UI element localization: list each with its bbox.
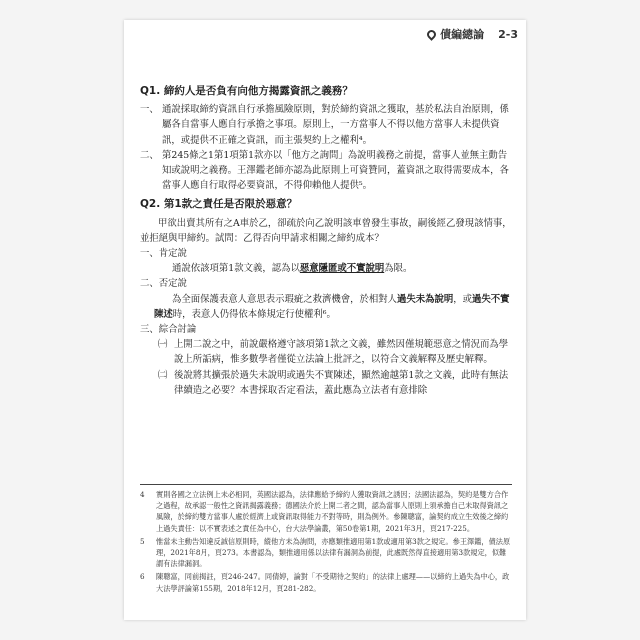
negative-heading: 二、否定說: [140, 278, 187, 290]
location-pin-icon: [425, 28, 438, 41]
page-number: 2-3: [498, 27, 518, 41]
q1-item-1: 一、 通說採取締約資訊自行承擔風險原則，對於締約資訊之獲取，基於私法自治原則，係屬各自當事人應自行承擔之事項。原則上，一方當事人不得以他方當事人未提供資訊，或提供不正確之資訊，而主張契約上之權利⁴。: [140, 104, 509, 146]
q1-item-2: 二、 第245條之1第1項第1款亦以「他方之詢問」為說明義務之前提，當事人並無主動告知或說明之義務。王澤鑑老師亦認為此原則上可資贊同，蓋資訊之取得需要成本，各當事人應自行取得必要資訊，不得仰賴他人提供⁵。: [140, 149, 509, 192]
footnote-6: 6 陳聰富，同前揭註，頁246-247。同倩婷，論對「不受期待之契約」的法律上處理——以締約上過失為中心，政大法學評論第155期，2018年12月，頁281-282。: [140, 572, 510, 593]
book-page: [124, 20, 526, 620]
footnote-4: 4 實則各國之立法例上未必相同，英國法認為，法律應給予締約人獲取資訊之誘因；法國法認為，契約是雙方合作之過程，故承認一般性之資訊揭露義務；德國法介於上開二者之間，認為當事人原則上須承擔自己未取得資訊之風險，於締約雙方當事人處於經濟上或資訊取得能力不對等時，則為例外。參陳聰富，論契約成立生效後之締約上過失責任：以不實表述之責任為中心，台大法學論叢，第50卷第1期，2021年3月，頁217-225。: [140, 490, 509, 533]
affirmative-text: 通說依該項第1款文義，認為以惡意隱匿或不實說明為限。: [172, 263, 413, 275]
discussion-item-1: ㈠ 上開二說之中，前說嚴格遵守該項第1款之文義，雖然因僅規範惡意之情況而為學說上所詬病，惟多數學者僅從立法論上批評之，以符合文義解釋及歷史解釋。: [158, 339, 509, 366]
question-1-title: Q1. 締約人是否負有向他方揭露資訊之義務？: [140, 85, 353, 97]
question-2-title: Q2. 第1款之責任是否限於惡意？: [140, 198, 298, 211]
main-content: [140, 80, 512, 398]
discussion-item-2: ㈡ 後說將其擴張於過失未說明或過失不實陳述，顯然逾越第1款之文義，此時有無法律續造之必要？本書採取否定看法，蓋此應為立法者有意排除: [158, 369, 509, 396]
affirmative-heading: 一、肯定說: [140, 248, 187, 260]
footnotes: [140, 484, 512, 596]
discussion-heading: 三、綜合討論: [140, 324, 197, 336]
footnote-5: 5 惟當未主動告知違反誠信原則時，縱他方未為詢問，亦應類推適用第1款或適用第3款之規定。參王澤鑑，債法原理，2021年8月，頁273。本書認為，類推適用係以法律有漏洞為前提，此處既然得直接適用第3款規定，似難謂有法律漏洞。: [140, 536, 511, 569]
negative-text: 為全面保護表意人意思表示瑕疵之救濟機會，於相對人過失未為說明，或過失不實陳述時，表意人仍得依本條規定行使權利⁶。: [154, 293, 510, 320]
chapter-title: 債編總論: [440, 28, 485, 41]
q2-intro: 甲欲出賣其所有之A車於乙，卻疏於向乙說明該車曾發生事故，嗣後經乙發現該情事，並拒絕與甲締約。試問：乙得否向甲請求相關之締約成本？: [140, 217, 512, 244]
page-header: [427, 26, 518, 42]
